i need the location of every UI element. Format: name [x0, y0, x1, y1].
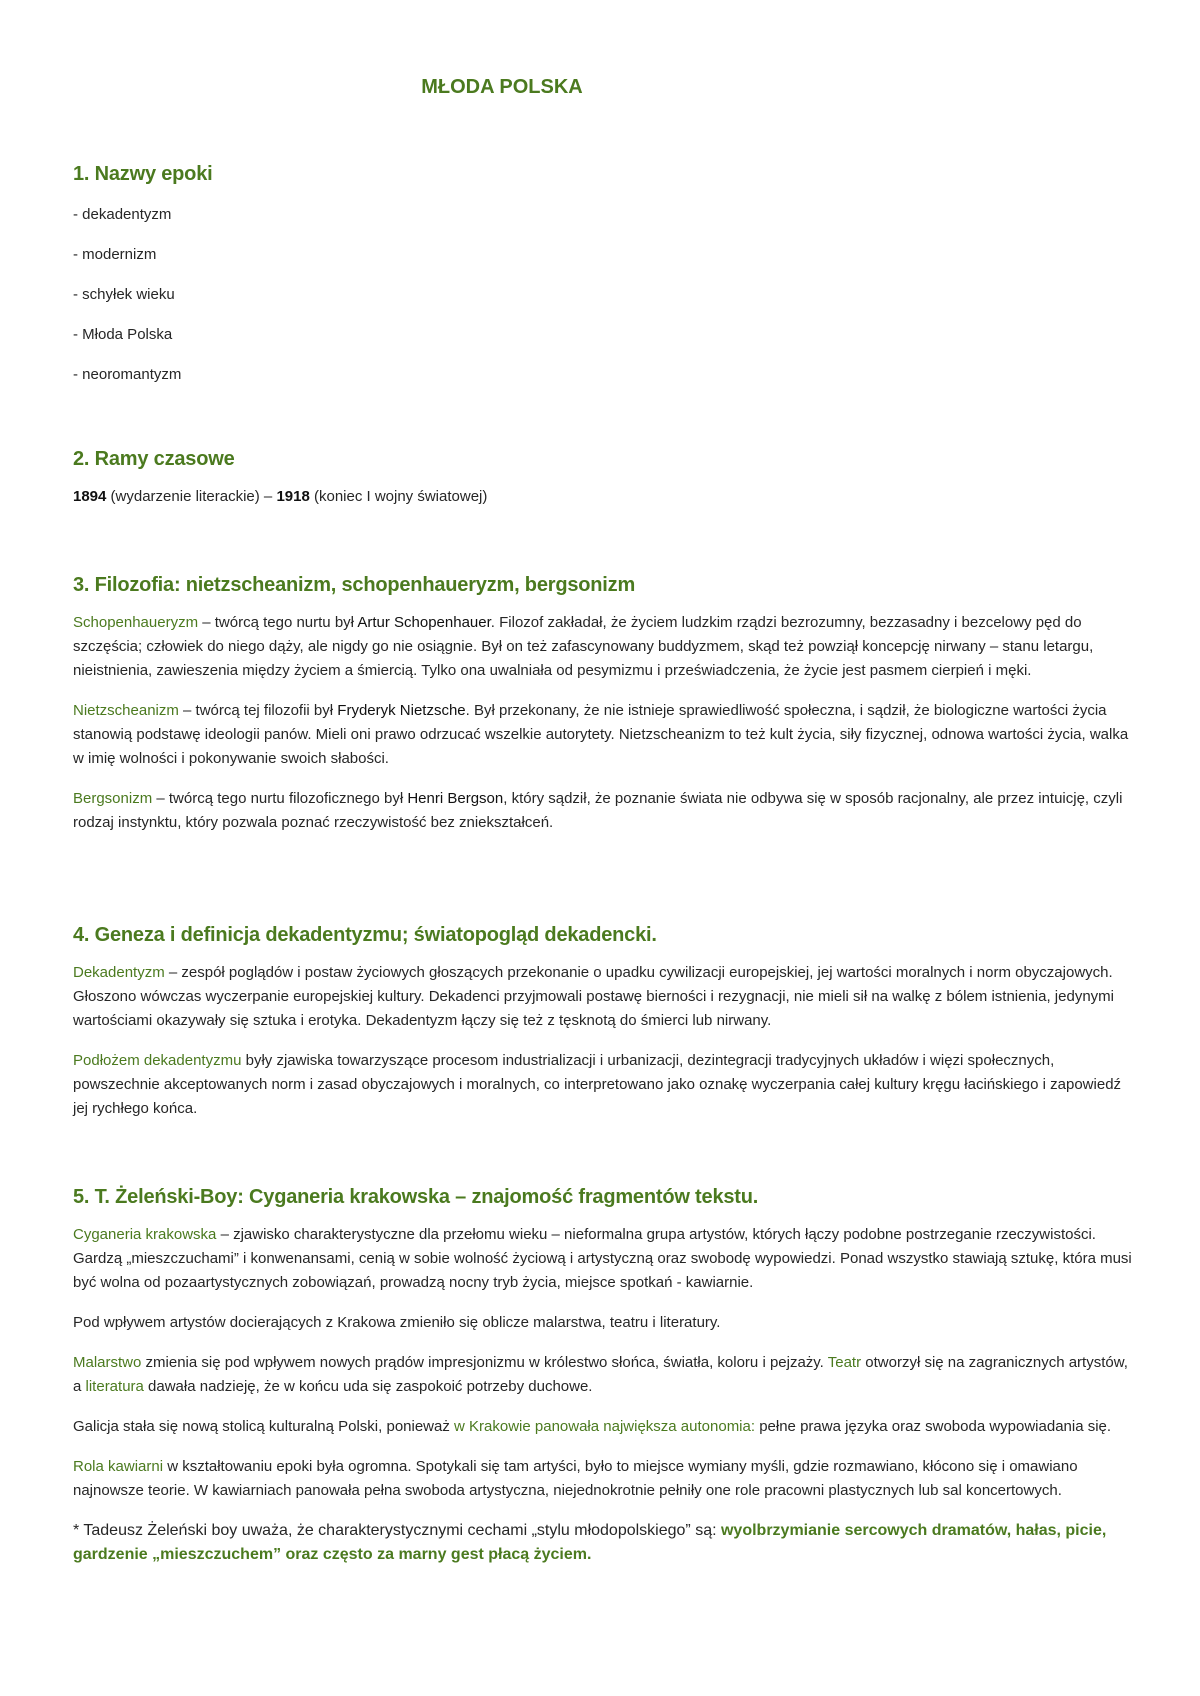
section-5	[73, 1186, 1133, 1583]
start-year: 1894	[73, 488, 107, 505]
decadentism-paragraph: Dekadentyzm – zespół poglądów i postaw życiowych głoszących przekonanie o upadku cywilizacji europejskiej, jej wartości moralnych i norm obyczajowych. Głoszono wówczas wyczerpanie europejskiej kultury. Dekadenci przyjmowali postawę bierności i rezygnacji, nie mieli sił na walkę z bólem istnienia, jedynymi wartościami okazywały się sztuka i erotyka. Dekadentyzm łączy się też z tęsknotą do śmierci lub nirwany.	[73, 964, 1114, 1029]
section-3	[73, 574, 1133, 851]
document-title: MŁODA POLSKA	[421, 76, 583, 98]
list-item: - schyłek wieku	[73, 286, 175, 303]
section-4-heading: 4. Geneza i definicja dekadentyzmu; światopogląd dekadencki.	[73, 924, 657, 946]
bohemia-paragraph: Cyganeria krakowska – zjawisko charakterystyczne dla przełomu wieku – nieformalna grupa artystów, których łączy podobne postrzeganie rzeczywistości. Gardzą „mieszczuchami” i konwenansami, cenią w sobie wolność życiową i artystyczną oraz swobodę wypowiedzi. Ponad wszystko stawiają sztukę, która musi być wolna od pozaartystycznych zobowiązań, prowadzą nocny tryb życia, miejsce spotkań - kawiarnie.	[73, 1226, 1132, 1291]
section-3-heading: 3. Filozofia: nietzscheanizm, schopenhaueryzm, bergsonizm	[73, 574, 636, 596]
section-2-heading: 2. Ramy czasowe	[73, 448, 235, 470]
epoch-names-list	[73, 204, 1133, 385]
end-year: 1918	[276, 488, 310, 505]
section-4	[73, 924, 1133, 1137]
list-item: - modernizm	[73, 246, 157, 263]
section-5-heading: 5. T. Żeleński-Boy: Cyganeria krakowska – znajomość fragmentów tekstu.	[73, 1186, 759, 1208]
schopenhauer-paragraph: Schopenhaueryzm – twórcą tego nurtu był Artur Schopenhauer. Filozof zakładał, że życiem ludzkim rządzi bezrozumny, bezzasadny i bezcelowy pęd do szczęścia; człowiek do niego dąży, ale nigdy go nie osiągnie. Był on też zafascynowany buddyzmem, skąd też powziął koncepcję nirwany – stanu letargu, nieistnienia, zawieszenia między życiem a śmiercią. Tylko ona uwalniała od pesymizmu i przeświadczenia, że życie jest pasmem cierpień i męki.	[73, 614, 1094, 679]
nietzsche-paragraph: Nietzscheanizm – twórcą tej filozofii był Fryderyk Nietzsche. Był przekonany, że nie istnieje sprawiedliwość społeczna, i sądził, że biologiczne wartości życia stanowią podstawę ideologii panów. Mieli oni prawo odrzucać wszelkie autorytety. Nietzscheanizm to też kult życia, siły fizycznej, odnowa wartości życia, walka w imię wolności i pokonywanie swoich słabości.	[73, 702, 1129, 767]
time-frame-paragraph: 1894 (wydarzenie literackie) – 1918 (koniec I wojny światowej)	[73, 488, 488, 505]
section-2	[73, 448, 1133, 525]
list-item: - dekadentyzm	[73, 206, 172, 223]
galicia-paragraph: Galicja stała się nową stolicą kulturalną Polski, ponieważ w Krakowie panowała największa autonomia: pełne prawa języka oraz swoboda wypowiadania się.	[73, 1418, 1112, 1435]
list-item: - neoromantyzm	[73, 366, 182, 383]
arts-paragraph: Malarstwo zmienia się pod wpływem nowych prądów impresjonizmu w królestwo słońca, światła, koloru i pejzaży. Teatr otworzył się na zagranicznych artystów, a literatura dawała nadzieję, że w końcu uda się zaspokoić potrzeby duchowe.	[73, 1354, 1128, 1395]
section-1	[73, 163, 1133, 404]
boy-note-paragraph: * Tadeusz Żeleński boy uważa, że charakterystycznymi cechami „stylu młodopolskiego” są: wyolbrzymianie sercowych dramatów, hałas, picie, gardzenie „mieszczuchem” oraz często za marny gest płacą życiem.	[73, 1522, 1107, 1563]
list-item: - Młoda Polska	[73, 326, 173, 343]
bergson-paragraph: Bergsonizm – twórcą tego nurtu filozoficznego był Henri Bergson, który sądził, że poznanie świata nie odbywa się w sposób racjonalny, ale przez intuicję, czyli rodzaj instynktu, który pozwala poznać rzeczywistość bez zniekształceń.	[73, 790, 1123, 831]
section-1-heading: 1. Nazwy epoki	[73, 163, 213, 185]
decadentism-origin-paragraph: Podłożem dekadentyzmu były zjawiska towarzyszące procesom industrializacji i urbanizacji, dezintegracji tradycyjnych układów i więzi społecznych, powszechnie akceptowanych norm i zasad obyczajowych i moralnych, co interpretowano jako oznakę wyczerpania całej kultury kręgu łacińskiego i zapowiedź jej rychłego końca.	[73, 1052, 1122, 1117]
cafes-paragraph: Rola kawiarni w kształtowaniu epoki była ogromna. Spotykali się tam artyści, było to miejsce wymiany myśli, gdzie rozmawiano, kłócono się i omawiano najnowsze teorie. W kawiarniach panowała pełna swoboda artystyczna, niejednokrotnie pełniły one role pracowni plastycznych lub sal koncertowych.	[73, 1458, 1078, 1499]
krakow-influence-paragraph: Pod wpływem artystów docierających z Krakowa zmieniło się oblicze malarstwa, teatru i literatury.	[73, 1314, 721, 1331]
